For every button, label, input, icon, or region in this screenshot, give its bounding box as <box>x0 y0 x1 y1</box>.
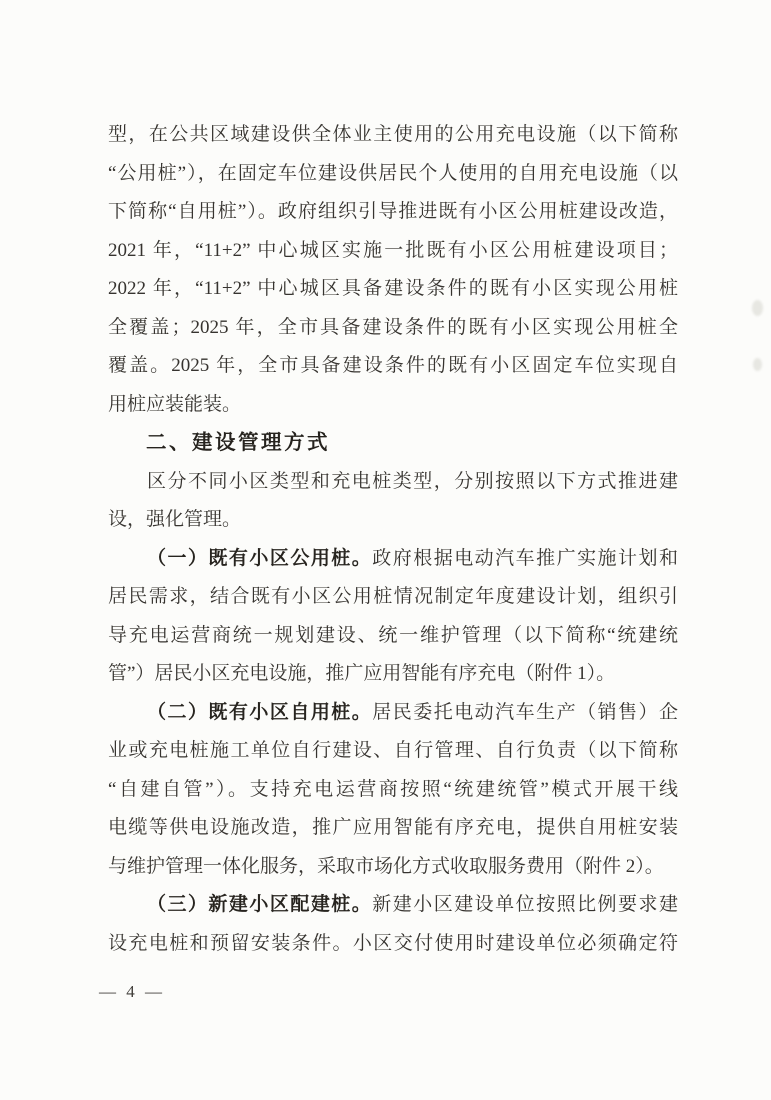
text-line: 业或充电桩施工单位自行建设、自行管理、自行负责（以下简称 <box>108 740 678 761</box>
text-line: 全覆盖；2025 年，全市具备建设条件的既有小区实现公用桩全 <box>108 316 678 338</box>
document-body <box>108 116 678 963</box>
paragraph-item-2 <box>108 694 678 887</box>
paragraph-item-1 <box>108 540 678 694</box>
text-line: 2021 年，“11+2” 中心城区实施一批既有小区公用桩建设项目； <box>108 239 678 261</box>
text-line: 设充电桩和预留安装条件。小区交付使用时建设单位必须确定符 <box>108 932 678 954</box>
text-line: 与维护管理一体化服务，采取市场化方式收取服务费用（附件 2）。 <box>108 855 664 877</box>
scan-artifact <box>753 358 762 371</box>
text-line <box>108 886 678 925</box>
text-line <box>108 540 678 579</box>
scan-artifact <box>752 300 763 316</box>
paragraph-intro <box>108 116 678 424</box>
item-3-lead: （三）新建小区配建桩。 <box>147 894 373 915</box>
text-line: 覆盖。2025 年，全市具备建设条件的既有小区固定车位实现自 <box>108 355 678 376</box>
text-line: 区分不同小区类型和充电桩类型，分别按照以下方式推进建 <box>147 470 678 492</box>
item-3-first-line-rest: 新建小区建设单位按照比例要求建 <box>372 894 678 915</box>
paragraph-item-3 <box>108 886 678 963</box>
text-line: 管”）居民小区充电设施，推广应用智能有序充电（附件 1）。 <box>108 663 616 684</box>
paragraph-overview <box>108 463 678 540</box>
text-line: 2022 年，“11+2” 中心城区具备建设条件的既有小区实现公用桩 <box>108 278 678 299</box>
item-2-first-line-rest: 居民委托电动汽车生产（销售）企 <box>372 701 678 723</box>
text-line <box>108 694 678 733</box>
text-line: “自建自管”）。支持充电运营商按照“统建统管”模式开展干线 <box>108 778 678 800</box>
text-line: 用桩应装能装。 <box>108 393 242 415</box>
item-1-lead: （一）既有小区公用桩。 <box>147 547 373 569</box>
text-line: “公用桩”），在固定车位建设供居民个人使用的自用充电设施（以 <box>108 162 678 184</box>
text-line: 下简称“自用桩”）。政府组织引导推进既有小区公用桩建设改造， <box>108 201 678 222</box>
item-1-first-line-rest: 政府根据电动汽车推广实施计划和 <box>372 547 678 569</box>
section-heading: 二、建设管理方式 <box>146 431 330 454</box>
text-line: 型，在公共区域建设供全体业主使用的公用充电设施（以下简称 <box>108 124 678 145</box>
text-line: 电缆等供电设施改造，推广应用智能有序充电，提供自用桩安装 <box>108 817 678 838</box>
text-line: 设，强化管理。 <box>108 509 242 530</box>
text-line: 导充电运营商统一规划建设、统一维护管理（以下简称“统建统 <box>108 624 678 646</box>
page-number: — 4 — <box>99 982 165 1001</box>
item-2-lead: （二）既有小区自用桩。 <box>147 701 373 723</box>
text-line: 居民需求，结合既有小区公用桩情况制定年度建设计划，组织引 <box>108 586 678 607</box>
